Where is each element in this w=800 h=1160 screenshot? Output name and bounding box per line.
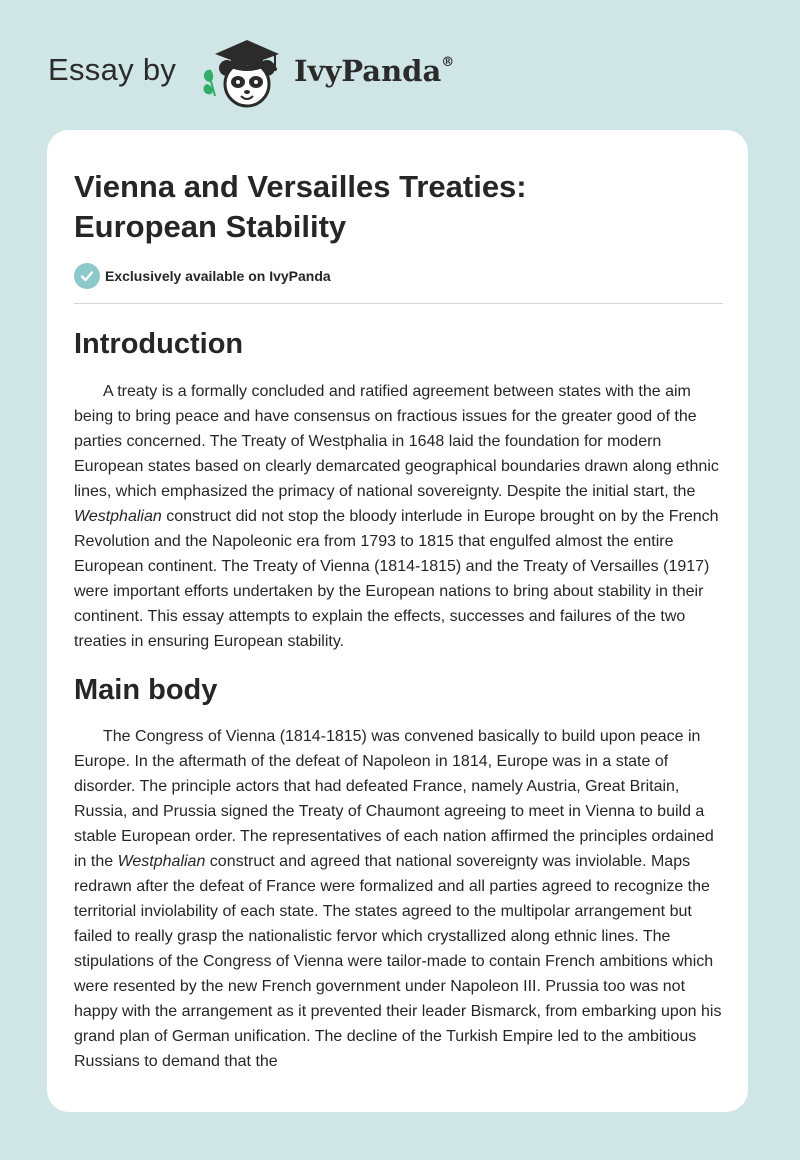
exclusive-badge-text: Exclusively available on IvyPanda xyxy=(105,268,331,284)
main-body-text-part-1: The Congress of Vienna (1814-1815) was convened basically to build upon peace in Europe. In the aftermath of the defeat of Napoleon in 1814, Europe was in a state of disorder. The principle actors that had defeated France, namely Austria, Great Britain, Russia, and Prussia signed the Treaty of Chaumont agreeing to meet in Vienna to build a stable European order. The representatives of each nation affirmed the principles ordained in the xyxy=(74,728,714,870)
essay-title-line-2: European Stability xyxy=(74,209,347,244)
brand-prefix: Essay by xyxy=(48,52,177,87)
section-heading-introduction: Introduction xyxy=(74,328,244,360)
header-divider xyxy=(74,303,723,304)
site-header xyxy=(48,30,508,110)
essay-title xyxy=(74,167,694,247)
check-circle-icon xyxy=(74,263,100,289)
essay-card xyxy=(47,130,748,1112)
main-body-paragraph xyxy=(74,724,729,1074)
brand-name-text: IvyPanda xyxy=(294,54,442,88)
section-heading-main-body: Main body xyxy=(74,674,218,706)
registered-mark: ® xyxy=(441,55,455,70)
introduction-text-part-2: construct did not stop the bloody interlude in Europe brought on by the French Revolution and the Napoleonic era from 1793 to 1815 that engulfed almost the entire European continent. The Treaty of Vienna (1814-1815) and the Treaty of Versailles (1917) were important efforts undertaken by the European nations to bring about stability in their continent. This essay attempts to explain the effects, successes and failures of the two treaties in ensuring European stability. xyxy=(74,508,719,650)
exclusive-badge xyxy=(74,263,331,289)
introduction-paragraph xyxy=(74,379,729,654)
brand-name[interactable] xyxy=(294,54,454,88)
introduction-italic-term: Westphalian xyxy=(74,508,162,525)
main-body-italic-term: Westphalian xyxy=(117,853,206,870)
essay-title-line-1: Vienna and Versailles Treaties: xyxy=(74,169,527,204)
essay-body xyxy=(74,325,729,1074)
panda-graduate-logo-icon[interactable] xyxy=(201,34,291,110)
main-body-text-part-2: construct and agreed that national sovereignty was inviolable. Maps redrawn after the defeat of France were formalized and all parties agreed to recognize the territorial inviolability of each state. The states agreed to the multipolar arrangement but failed to really grasp the nationalistic fervor which crystallized along ethnic lines. The stipulations of the Congress of Vienna were tailor-made to contain French ambitions which were resented by the new French government under Napoleon III. Prussia too was not happy with the arrangement as it prevented their leader Bismarck, from embarking upon his grand plan of German unification. The decline of the Turkish Empire led to the ambitious Russians to demand that the xyxy=(74,853,722,1070)
introduction-text-part-1: A treaty is a formally concluded and ratified agreement between states with the aim being to bring peace and have consensus on fractious issues for the greater good of the parties concerned. The Treaty of Westphalia in 1648 laid the foundation for modern European states based on clearly demarcated geographical boundaries drawn along ethnic lines, which emphasized the primacy of national sovereignty. Despite the initial start, the xyxy=(74,383,719,500)
